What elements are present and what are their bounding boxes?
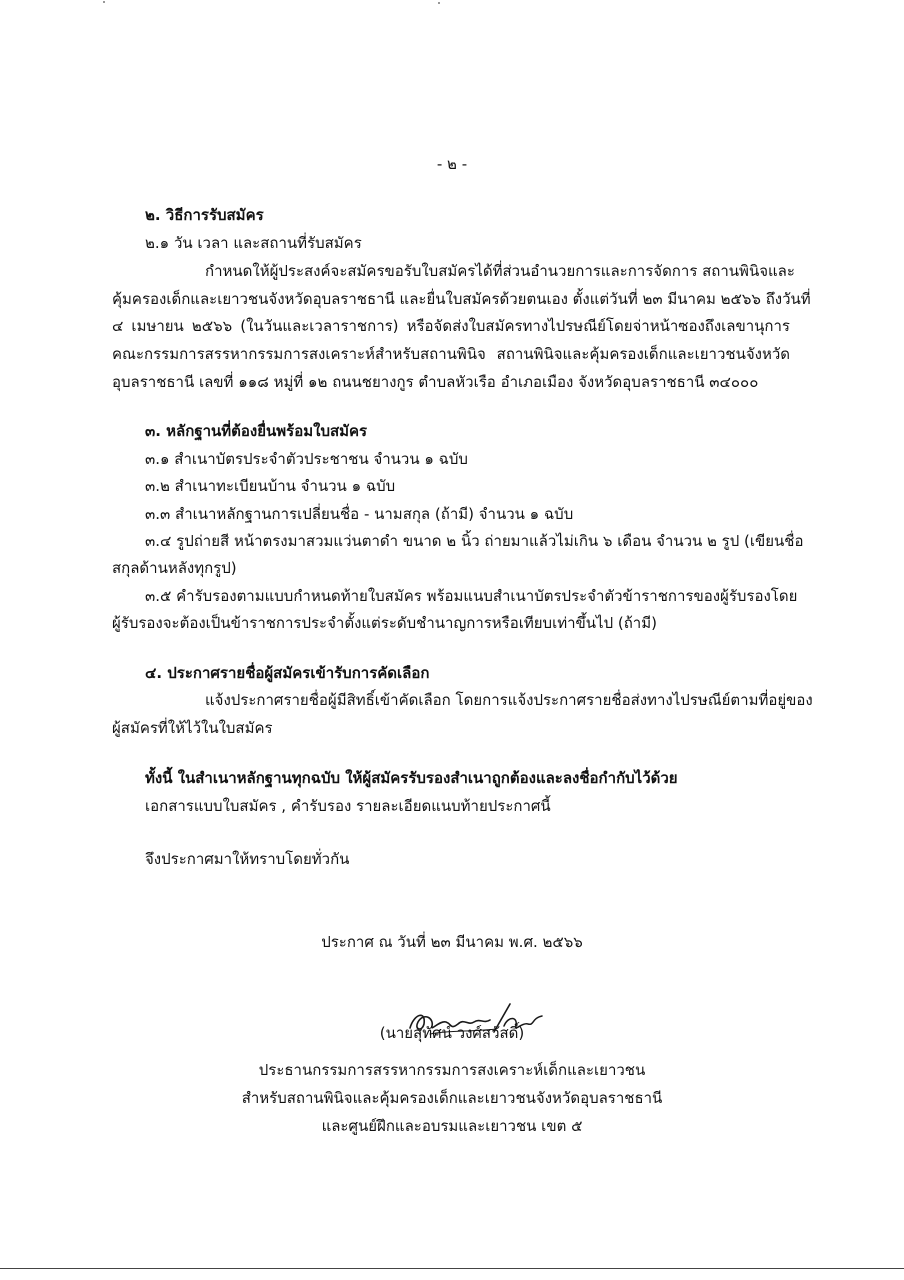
section-2-paragraph-line: คุ้มครองเด็กและเยาวชนจังหวัดอุบลราชธานี และยื่นใบสมัครด้วยตนเอง ตั้งแต่วันที่ ๒๓ มีนาคม ๒๕๖๖ ถึงวันที่	[112, 290, 811, 308]
section-3-item-continuation: สกุลด้านหลังทุกรูป)	[112, 559, 237, 577]
signer-title: สำหรับสถานพินิจและคุ้มครองเด็กและเยาวชนจังหวัดอุบลราชธานี	[241, 1089, 663, 1107]
attachment-note: เอกสารแบบใบสมัคร , คำรับรอง รายละเอียดแนบท้ายประกาศนี้	[145, 797, 551, 815]
section-2-heading: ๒. วิธีการรับสมัคร	[145, 206, 264, 224]
scan-speck	[438, 2, 440, 4]
section-2-paragraph-line: อุบลราชธานี เลขที่ ๑๑๘ หมู่ที่ ๑๒ ถนนชยางกูร ตำบลหัวเรือ อำเภอเมือง จังหวัดอุบลราชธานี ๓๔๐๐๐	[112, 373, 759, 391]
section-4-heading: ๔. ประกาศรายชื่อผู้สมัครเข้ารับการคัดเลือก	[145, 664, 430, 682]
certification-note: ทั้งนี้ ในสำเนาหลักฐานทุกฉบับ ให้ผู้สมัครรับรองสำเนาถูกต้องและลงชื่อกำกับไว้ด้วย	[145, 769, 678, 787]
announcement-date: ประกาศ ณ วันที่ ๒๓ มีนาคม พ.ศ. ๒๕๖๖	[321, 933, 583, 951]
signer-title: ประธานกรรมการสรรหากรรมการสงเคราะห์เด็กและเยาวชน	[258, 1061, 646, 1079]
section-3-item: ๓.๔ รูปถ่ายสี หน้าตรงมาสวมแว่นตาดำ ขนาด ๒ นิ้ว ถ่ายมาแล้วไม่เกิน ๖ เดือน จำนวน ๒ รูป (เขียนชื่อ	[145, 532, 804, 550]
section-3-item: ๓.๒ สำเนาทะเบียนบ้าน จำนวน ๑ ฉบับ	[145, 477, 396, 495]
section-3-item: ๓.๕ คำรับรองตามแบบกำหนดท้ายใบสมัคร พร้อมแนบสำเนาบัตรประจำตัวข้าราชการของผู้รับรองโดย	[145, 587, 798, 605]
section-2-paragraph-line: กำหนดให้ผู้ประสงค์จะสมัครขอรับใบสมัครได้ที่ส่วนอำนวยการและการจัดการ สถานพินิจและ	[205, 262, 795, 280]
section-3-item: ๓.๓ สำเนาหลักฐานการเปลี่ยนชื่อ - นามสกุล (ถ้ามี) จำนวน ๑ ฉบับ	[145, 505, 574, 523]
signer-name: (นายสุทัศน์ วงศ์สวัสดิ์)	[379, 1024, 525, 1042]
scan-bottom-edge	[0, 1268, 904, 1269]
section-3-item-continuation: ผู้รับรองจะต้องเป็นข้าราชการประจำตั้งแต่ระดับชำนาญการหรือเทียบเท่าขึ้นไป (ถ้ามี)	[112, 614, 657, 632]
signer-title: และศูนย์ฝึกและอบรมและเยาวชน เขต ๕	[321, 1117, 583, 1135]
scan-speck	[103, 1, 105, 3]
section-2-paragraph-line: ๔ เมษายน ๒๕๖๖ (ในวันและเวลาราชการ) หรือจัดส่งใบสมัครทางไปรษณีย์โดยจ่าหน้าซองถึงเลขานุการ	[112, 317, 790, 335]
section-4-paragraph-line: ผู้สมัครที่ให้ไว้ในใบสมัคร	[112, 719, 273, 737]
announcement-closing: จึงประกาศมาให้ทราบโดยทั่วกัน	[145, 850, 350, 868]
section-3-item: ๓.๑ สำเนาบัตรประจำตัวประชาชน จำนวน ๑ ฉบับ	[145, 450, 468, 468]
section-2-1-subheading: ๒.๑ วัน เวลา และสถานที่รับสมัคร	[145, 234, 362, 252]
section-4-paragraph-line: แจ้งประกาศรายชื่อผู้มีสิทธิ์เข้าคัดเลือก โดยการแจ้งประกาศรายชื่อส่งทางไปรษณีย์ตามที่อยู่ของ	[205, 691, 813, 709]
section-2-paragraph-line: คณะกรรมการสรรหากรรมการสงเคราะห์สำหรับสถานพินิจ สถานพินิจและคุ้มครองเด็กและเยาวชนจังหวัด	[112, 345, 790, 363]
section-3-heading: ๓. หลักฐานที่ต้องยื่นพร้อมใบสมัคร	[145, 422, 368, 440]
page-number: - ๒ -	[436, 155, 468, 173]
